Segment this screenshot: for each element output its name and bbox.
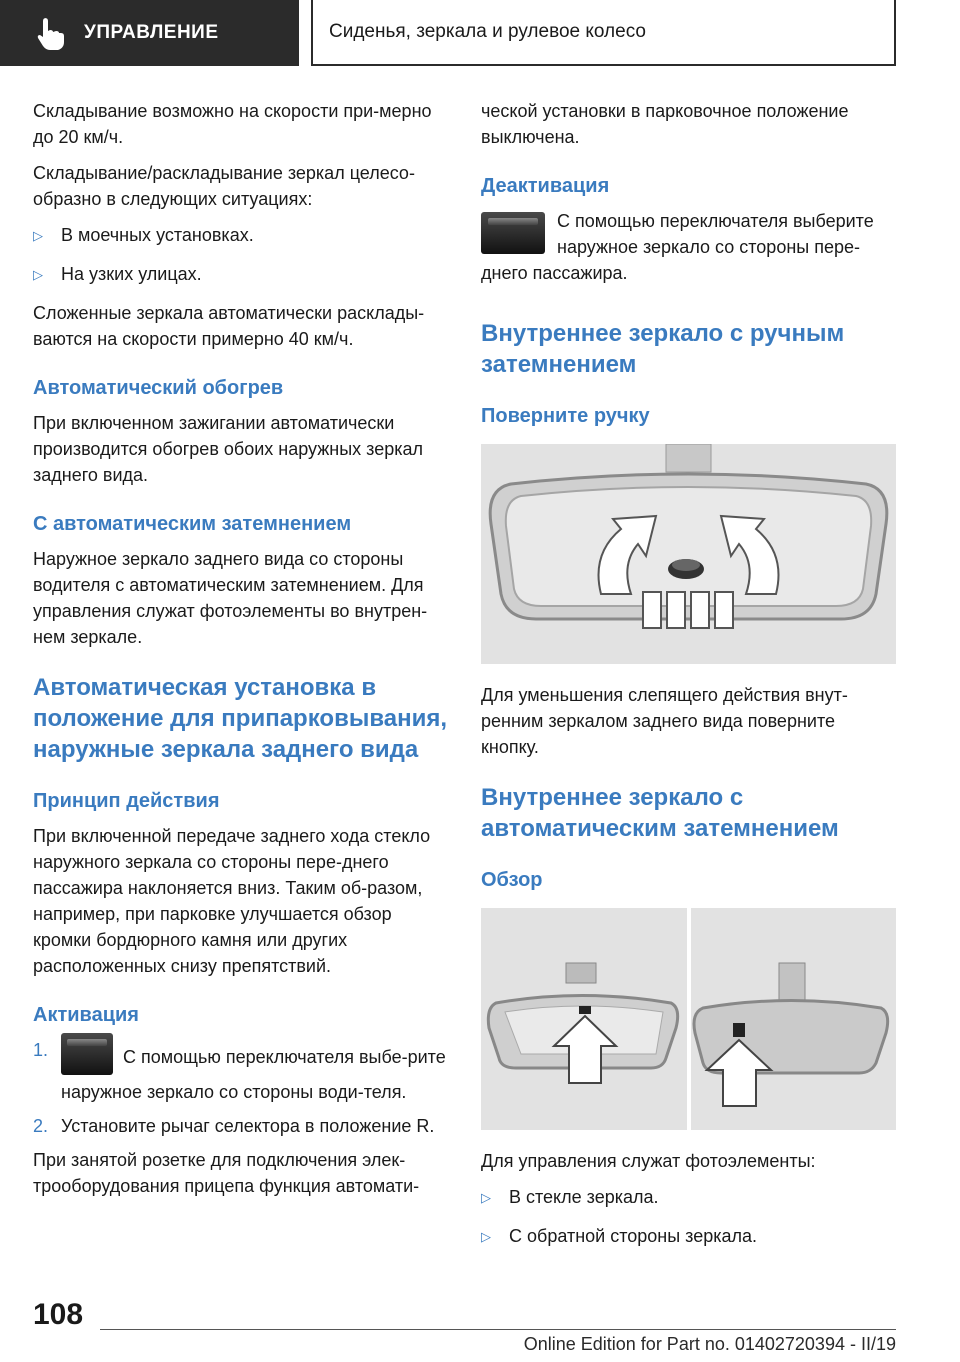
list-item-text: В стекле зеркала. xyxy=(509,1187,659,1207)
chapter-title: Сиденья, зеркала и рулевое колесо xyxy=(329,21,646,42)
paragraph: При включенном зажигании автоматически производится обогрев обоих наружных зеркал заднего вида. xyxy=(33,413,424,485)
heading-heating: Автоматический обогрев xyxy=(33,377,284,399)
mirror-knob-illustration xyxy=(481,444,896,664)
section-title: УПРАВЛЕНИЕ xyxy=(84,22,219,43)
step-number: 2. xyxy=(33,1116,49,1136)
paragraph: ческой установки в парковочное положение выключена. xyxy=(481,101,849,147)
mirror-switch-button-icon xyxy=(481,212,545,254)
list-item xyxy=(33,222,453,249)
step-item xyxy=(33,1037,453,1105)
paragraph: При включенной передаче заднего хода стекло наружного зеркала со стороны пере-днего пассажира наклоняется вниз. Таким об-разом, например, при парковке улучшается обзор кромки бордюрного камня или других расположенных снизу препятствий. xyxy=(33,826,431,976)
step-text: С помощью переключателя выбе-рите наружное зеркало со стороны води-теля. xyxy=(61,1046,446,1102)
footer-divider xyxy=(100,1329,896,1330)
list-item-text: В моечных установках. xyxy=(61,225,254,245)
heading-principle: Принцип действия xyxy=(33,790,220,812)
section-header xyxy=(0,0,299,66)
paragraph: Наружное зеркало заднего вида со стороны водителя с автоматическим затемнением. Для управления служат фотоэлементы во внутрен-нем зеркале. xyxy=(33,549,428,647)
list-item xyxy=(481,1223,896,1250)
list-item xyxy=(33,261,453,288)
list-item-text: На узких улицах. xyxy=(61,264,202,284)
triangle-bullet-icon: ▷ xyxy=(33,267,43,282)
heading-overview: Обзор xyxy=(481,869,543,891)
triangle-bullet-icon: ▷ xyxy=(481,1190,491,1205)
list-item xyxy=(481,1184,896,1211)
paragraph: Для управления служат фотоэлементы: xyxy=(481,1151,816,1171)
heading-turn-knob: Поверните ручку xyxy=(481,405,650,427)
paragraph: Складывание/раскладывание зеркал целесо-образно в следующих ситуациях: xyxy=(33,163,415,209)
heading-activation: Активация xyxy=(33,1004,139,1026)
heading-parking-position: Автоматическая установка в положение для припарковывания, наружные зеркала заднего вида xyxy=(33,674,448,763)
paragraph: Для уменьшения слепящего действия внут-ренним зеркалом заднего вида поверните кнопку. xyxy=(481,685,848,757)
paragraph: Сложенные зеркала автоматически расклады-ваются на скорости примерно 40 км/ч. xyxy=(33,303,425,349)
photo-sensors-illustration xyxy=(481,908,896,1130)
heading-dimming: С автоматическим затемнением xyxy=(33,513,352,535)
step-item xyxy=(33,1113,453,1139)
page-number: 108 xyxy=(33,1298,84,1331)
step-text: Установите рычаг селектора в положение R. xyxy=(61,1116,435,1136)
heading-manual-dimming: Внутреннее зеркало с ручным затемнением xyxy=(481,320,845,378)
list-item-text: С обратной стороны зеркала. xyxy=(509,1226,758,1246)
left-column xyxy=(33,98,453,1209)
heading-auto-dimming: Внутреннее зеркало с автоматическим затемнением xyxy=(481,784,839,842)
triangle-bullet-icon: ▷ xyxy=(33,228,43,243)
paragraph: При занятой розетке для подключения элек-трооборудования прицепа функция автомати- xyxy=(33,1150,420,1196)
right-column xyxy=(481,98,896,1262)
chapter-header xyxy=(311,0,896,66)
hand-pointer-icon xyxy=(30,13,70,53)
paragraph: Складывание возможно на скорости при-мерно до 20 км/ч. xyxy=(33,101,432,147)
heading-deactivation: Деактивация xyxy=(481,175,610,197)
triangle-bullet-icon: ▷ xyxy=(481,1229,491,1244)
mirror-switch-button-icon xyxy=(61,1033,113,1075)
paragraph: С помощью переключателя выберите наружное зеркало со стороны пере-днего пассажира. xyxy=(481,211,874,283)
edition-text: Online Edition for Part no. 01402720394 - II/19 xyxy=(523,1334,896,1354)
step-number: 1. xyxy=(33,1040,49,1060)
